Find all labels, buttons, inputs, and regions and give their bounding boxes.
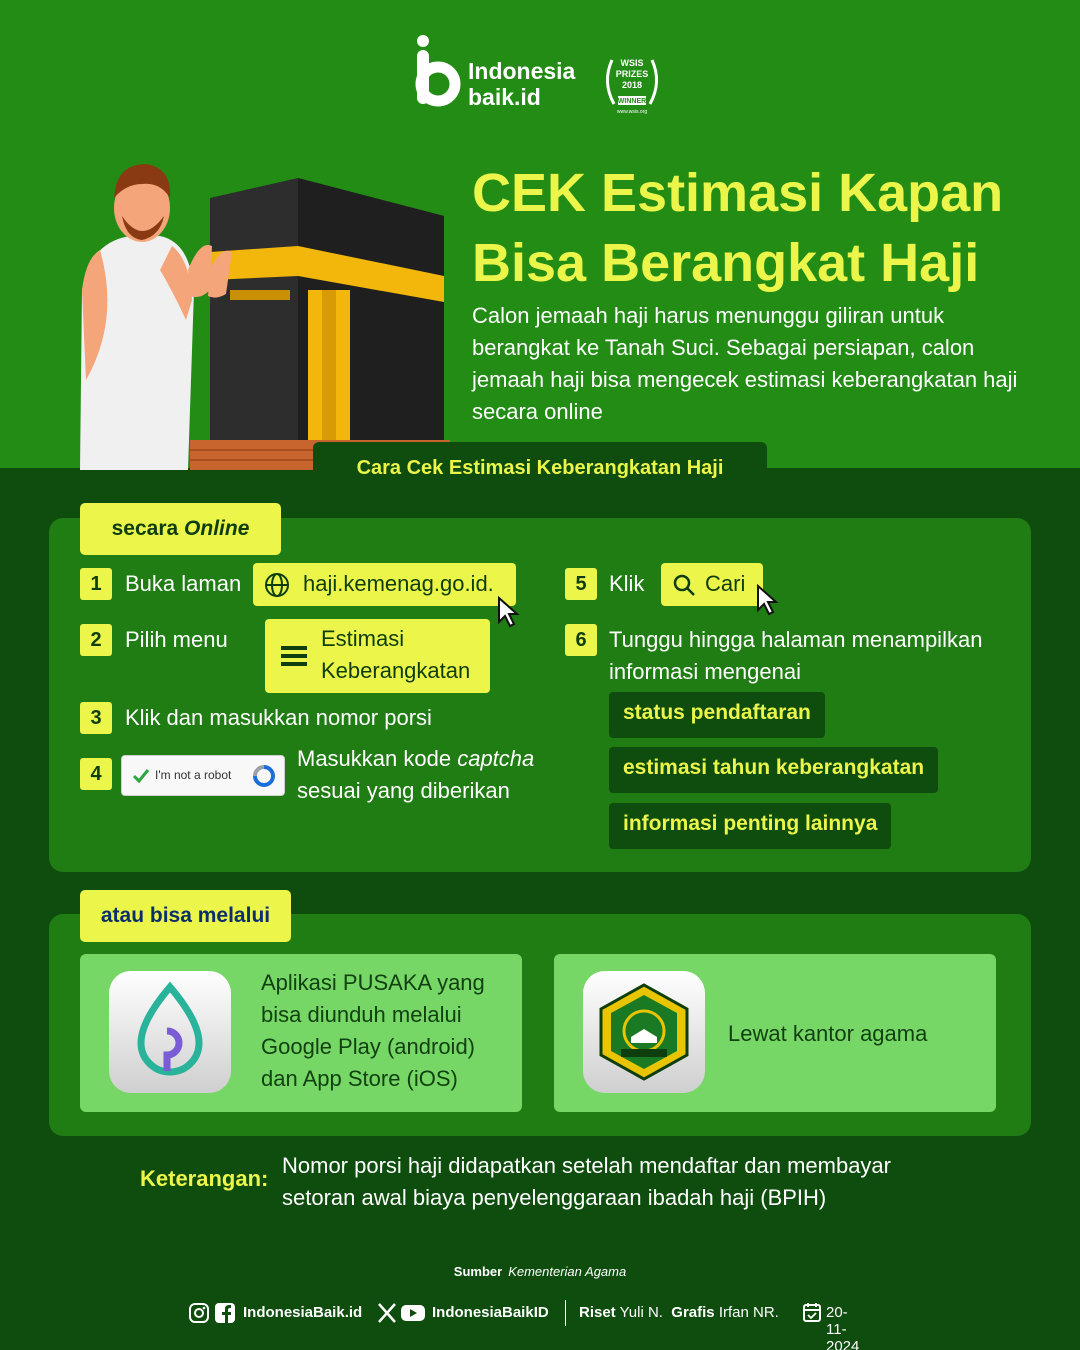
step6-text-line1: Tunggu hingga halaman menampilkan bbox=[609, 627, 983, 652]
footer-social-handle: IndonesiaBaikID bbox=[432, 1304, 549, 1321]
brand-name bbox=[468, 58, 575, 110]
online-badge bbox=[80, 503, 281, 555]
checkmark-icon bbox=[132, 768, 150, 784]
menu-label-line1: Estimasi bbox=[321, 626, 405, 651]
step-text bbox=[297, 743, 534, 807]
footer-divider bbox=[565, 1300, 566, 1326]
brand-name-line2: baik.id bbox=[468, 84, 541, 110]
cursor-icon bbox=[497, 596, 521, 628]
option-text-line: dan App Store (iOS) bbox=[261, 1066, 458, 1091]
menu-label-line2: Keberangkatan bbox=[321, 658, 471, 683]
step4-text-line2: sesuai yang diberikan bbox=[297, 778, 510, 803]
section-tab: Cara Cek Estimasi Keberangkatan Haji bbox=[313, 442, 767, 492]
step6-text-line2: informasi mengenai bbox=[609, 659, 801, 684]
step-text bbox=[609, 624, 982, 688]
note-line1: Nomor porsi haji didapatkan setelah mendaftar dan membayar bbox=[282, 1153, 891, 1178]
option-text-line: Google Play (android) bbox=[261, 1034, 476, 1059]
recaptcha-icon bbox=[252, 764, 276, 788]
step-number: 6 bbox=[565, 624, 597, 656]
footer-credit bbox=[579, 1304, 779, 1321]
info-item: status pendaftaran bbox=[609, 692, 825, 738]
title-line1: CEK Estimasi Kapan bbox=[472, 163, 1004, 223]
indonesiabaik-logo-icon bbox=[414, 34, 464, 110]
option-kantor-agama bbox=[554, 954, 996, 1112]
wsis-award-icon bbox=[600, 52, 664, 116]
award-line4: WINNER bbox=[617, 98, 647, 105]
step-text: Klik dan masukkan nomor porsi bbox=[125, 705, 432, 730]
brand-name-line1: Indonesia bbox=[468, 58, 576, 84]
youtube-icon bbox=[400, 1302, 426, 1324]
alternatives-badge: atau bisa melalui bbox=[80, 890, 291, 942]
search-button-label: Cari bbox=[705, 571, 746, 596]
url-text: haji.kemenag.go.id. bbox=[303, 571, 494, 596]
instagram-icon bbox=[188, 1302, 210, 1324]
step4-text-italic: captcha bbox=[457, 746, 535, 771]
kemenag-logo-icon bbox=[583, 971, 705, 1093]
page-title bbox=[472, 158, 1062, 298]
step-number: 3 bbox=[80, 702, 112, 734]
option-text-line: bisa diunduh melalui bbox=[261, 1002, 462, 1027]
intro-paragraph: Calon jemaah haji harus menunggu giliran untuk berangkat ke Tanah Suci. Sebagai persiapan, calon jemaah haji bisa mengecek estimasi keberangkatan haji secara online bbox=[472, 303, 1018, 424]
step-number: 5 bbox=[565, 568, 597, 600]
kaaba-icon bbox=[190, 178, 450, 470]
info-item: informasi penting lainnya bbox=[609, 803, 891, 849]
brand-logo bbox=[414, 34, 674, 118]
menu-icon bbox=[281, 645, 307, 667]
step4-text-prefix: Masukkan kode bbox=[297, 746, 458, 771]
option-text bbox=[261, 967, 485, 1095]
award-line3: 2018 bbox=[621, 80, 643, 90]
url-pill[interactable] bbox=[253, 563, 516, 606]
source-label: Sumber bbox=[453, 1264, 503, 1279]
calendar-icon bbox=[803, 1302, 821, 1322]
option-pusaka-app bbox=[80, 954, 522, 1112]
note-label: Keterangan: bbox=[140, 1166, 269, 1191]
facebook-icon bbox=[214, 1302, 236, 1324]
info-item: estimasi tahun keberangkatan bbox=[609, 747, 938, 793]
footer-social-handle: IndonesiaBaik.id bbox=[243, 1304, 363, 1321]
riset-value: Yuli N. bbox=[619, 1304, 663, 1321]
captcha-label: I'm not a robot bbox=[155, 768, 232, 782]
riset-label: Riset bbox=[579, 1304, 616, 1321]
step-text: Pilih menu bbox=[125, 627, 228, 652]
option-text: Lewat kantor agama bbox=[728, 1021, 928, 1046]
captcha-widget[interactable] bbox=[121, 755, 285, 796]
cursor-icon bbox=[756, 584, 780, 616]
pilgrim-kaaba-illustration bbox=[60, 150, 460, 470]
pusaka-app-icon bbox=[109, 971, 231, 1093]
award-url: www.wsis.org bbox=[616, 109, 648, 115]
globe-icon bbox=[264, 572, 290, 598]
award-line1: WSIS bbox=[620, 58, 644, 68]
source-value: Kementerian Agama bbox=[508, 1264, 627, 1279]
step-text: Klik bbox=[609, 571, 645, 596]
x-icon bbox=[377, 1302, 397, 1324]
step-number: 2 bbox=[80, 624, 112, 656]
search-icon bbox=[672, 573, 696, 597]
online-badge-prefix: secara bbox=[111, 517, 185, 540]
menu-pill[interactable] bbox=[265, 619, 490, 693]
step-number: 1 bbox=[80, 568, 112, 600]
search-button[interactable] bbox=[661, 563, 763, 606]
note-line2: setoran awal biaya penyelenggaraan ibadah haji (BPIH) bbox=[282, 1185, 827, 1210]
pilgrim-icon bbox=[80, 164, 232, 470]
step-text: Buka laman bbox=[125, 571, 242, 596]
source-credit bbox=[0, 1264, 1080, 1279]
footer-date: 20-11-2024 bbox=[826, 1304, 860, 1350]
grafis-value: Irfan NR. bbox=[718, 1304, 779, 1321]
online-badge-italic: Online bbox=[184, 517, 250, 540]
award-line2: PRIZES bbox=[615, 69, 649, 79]
title-line2: Bisa Berangkat Haji bbox=[472, 233, 980, 293]
step-number: 4 bbox=[80, 758, 112, 790]
grafis-label: Grafis bbox=[671, 1304, 715, 1321]
option-text-line: Aplikasi PUSAKA yang bbox=[261, 970, 485, 995]
note-text bbox=[282, 1150, 962, 1214]
